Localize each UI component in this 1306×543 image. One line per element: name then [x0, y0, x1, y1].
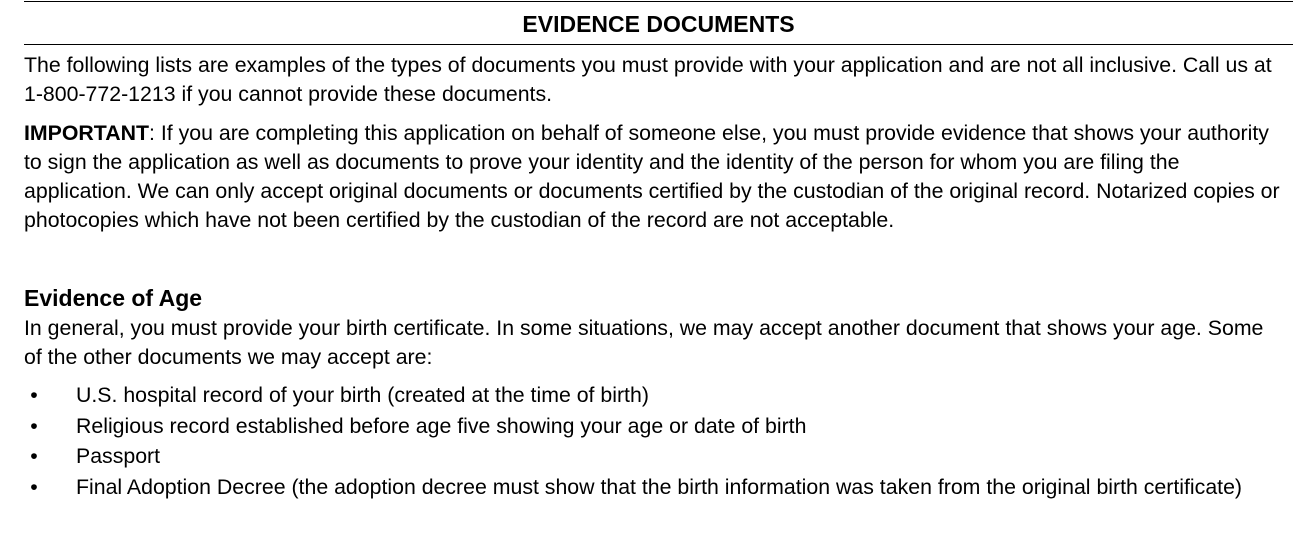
list-item [24, 412, 1286, 441]
important-label: IMPORTANT [24, 121, 150, 145]
accepted-documents-list [24, 381, 1286, 503]
title-underline-rule [24, 44, 1293, 45]
document-title: EVIDENCE DOCUMENTS [522, 11, 795, 37]
list-item-text: Passport [76, 444, 161, 468]
bullet-icon: • [30, 413, 38, 438]
top-rule [24, 1, 1293, 2]
important-text: : If you are completing this application on behalf of someone else, you must provide evidence that shows your authority to sign the application as well as documents to prove your identity and the identity of the person for whom you are filing the application. We can only accept original documents or documents certified by the custodian of the original record. Notarized copies or photocopies which have not been certified by the custodian of the record are not acceptable. [24, 121, 1280, 232]
bullet-icon: • [30, 383, 38, 407]
important-paragraph [24, 119, 1286, 235]
section-body-evidence-of-age: In general, you must provide your birth certificate. In some situations, we may accept another document that shows your age. Some of the other documents we may accept are: [24, 316, 1264, 369]
intro-paragraph: The following lists are examples of the types of documents you must provide with your application and are not all inclusive. Call us at 1-800-772-1213 if you cannot provide these documents. [24, 53, 1272, 106]
list-item [24, 381, 1286, 410]
list-item [24, 473, 1286, 502]
list-item-text: U.S. hospital record of your birth (created at the time of birth) [76, 383, 649, 407]
list-item-text: Final Adoption Decree (the adoption decree must show that the birth information was taken from the original birth certificate) [76, 474, 1243, 499]
bullet-icon: • [30, 474, 38, 499]
list-item-text: Religious record established before age five showing your age or date of birth [76, 413, 807, 438]
bullet-icon: • [30, 444, 38, 468]
list-item [24, 442, 1286, 471]
section-heading-evidence-of-age: Evidence of Age [24, 285, 203, 311]
